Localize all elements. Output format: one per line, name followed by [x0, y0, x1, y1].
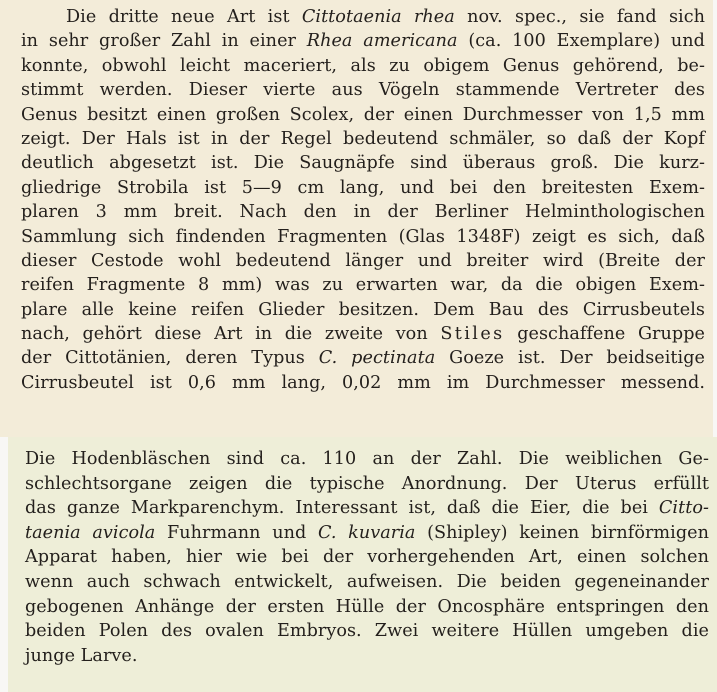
- text-block-lower: [0, 437, 717, 692]
- text-run: gliedrige Strobila ist 5—9 cm lang, und bei den breitesten Exem-: [21, 177, 705, 198]
- text-run: wenn auch schwach entwickelt, aufweisen. Die beiden gegeneinander: [25, 571, 709, 592]
- text-run: Die Hodenbläschen sind ca. 110 an der Zahl. Die weiblichen Ge-: [25, 449, 709, 469]
- text-line: [21, 298, 705, 322]
- text-line: [25, 472, 709, 497]
- species-name: taenia avicola: [25, 522, 156, 543]
- species-name: Cittotaenia rhea: [301, 7, 455, 27]
- text-run: Goeze ist. Der beidseitige: [435, 348, 705, 369]
- text-run: deutlich abgesetzt ist. Die Saugnäpfe sind überaus groß. Die kurz-: [21, 153, 705, 174]
- text-run: dieser Cestode wohl bedeutend länger und breiter wird (Breite der: [21, 250, 705, 271]
- text-line: [21, 346, 705, 370]
- text-line: [25, 447, 709, 472]
- text-line: [21, 371, 705, 395]
- text-run: (Shipley) keinen birnförmigen: [415, 522, 709, 543]
- text-run: plaren 3 mm breit. Nach den in der Berliner Helminthologischen: [21, 202, 705, 223]
- text-line: [21, 103, 705, 127]
- text-run: stimmt werden. Dieser vierte aus Vögeln stammende Vertreter des: [21, 80, 705, 101]
- text-run: in sehr großer Zahl in einer: [21, 31, 307, 52]
- text-run: plare alle keine reifen Glieder besitzen. Dem Bau des Cirrusbeutels: [21, 299, 705, 320]
- text-line: [21, 225, 705, 249]
- text-line: [21, 322, 705, 346]
- text-line: [21, 176, 705, 200]
- species-name: C. kuvaria: [317, 522, 416, 543]
- species-name: C. pectinata: [318, 348, 436, 369]
- text-run: das ganze Markparenchym. Interessant ist, daß die Eier, die bei: [25, 498, 659, 519]
- text-run: geschaffene Gruppe: [504, 324, 705, 345]
- text-line: [25, 545, 709, 570]
- text-run: Cirrusbeutel ist 0,6 mm lang, 0,02 mm im Durchmesser messend.: [21, 372, 705, 393]
- text-run: beiden Polen des ovalen Embryos. Zwei weitere Hüllen umgeben die: [25, 621, 709, 642]
- text-run: Fuhrmann und: [155, 522, 318, 543]
- text-run: Genus besitzt einen großen Scolex, der einen Durchmesser von 1,5 mm: [21, 104, 705, 125]
- text-line: [25, 521, 709, 546]
- text-run: nov. spec., sie fand sich: [454, 7, 705, 27]
- text-run: Sammlung sich findenden Fragmenten (Glas 1348F) zeigt es sich, daß: [21, 226, 705, 247]
- text-run: reifen Fragmente 8 mm) was zu erwarten war, da die obigen Exem-: [21, 275, 705, 296]
- text-line: [25, 644, 709, 669]
- species-name: Rhea americana: [306, 31, 458, 52]
- text-line: [25, 595, 709, 620]
- text-run: (ca. 100 Exemplare) und: [457, 31, 705, 52]
- text-line: [25, 619, 709, 644]
- text-line: [21, 151, 705, 175]
- text-run: zeigt. Der Hals ist in der Regel bedeutend schmäler, so daß der Kopf: [21, 128, 705, 149]
- text-run: nach, gehört diese Art in die zweite von: [21, 324, 441, 345]
- text-run: schlechtsorgane zeigen die typische Anordnung. Der Uterus erfüllt: [25, 473, 709, 494]
- text-line: [21, 78, 705, 102]
- text-run: der Cittotänien, deren Typus: [21, 348, 319, 369]
- text-line: [21, 249, 705, 273]
- text-line: [21, 200, 705, 224]
- author-name: Stiles: [440, 324, 505, 345]
- text-line: [21, 5, 705, 29]
- text-line: [21, 127, 705, 151]
- species-name: Citto-: [658, 498, 709, 519]
- text-line: [21, 29, 705, 53]
- text-run: konnte, obwohl leicht maceriert, als zu obigem Genus gehörend, be-: [21, 55, 705, 76]
- text-line: [21, 54, 705, 78]
- text-run: gebogenen Anhänge der ersten Hülle der Oncosphäre entspringen den: [25, 596, 709, 617]
- text-run: Apparat haben, hier wie bei der vorhergehenden Art, einen solchen: [25, 547, 709, 568]
- text-line: [25, 570, 709, 595]
- text-run: Die dritte neue Art ist: [66, 7, 302, 27]
- text-run: junge Larve.: [25, 645, 138, 666]
- text-line: [25, 496, 709, 521]
- text-line: [21, 273, 705, 297]
